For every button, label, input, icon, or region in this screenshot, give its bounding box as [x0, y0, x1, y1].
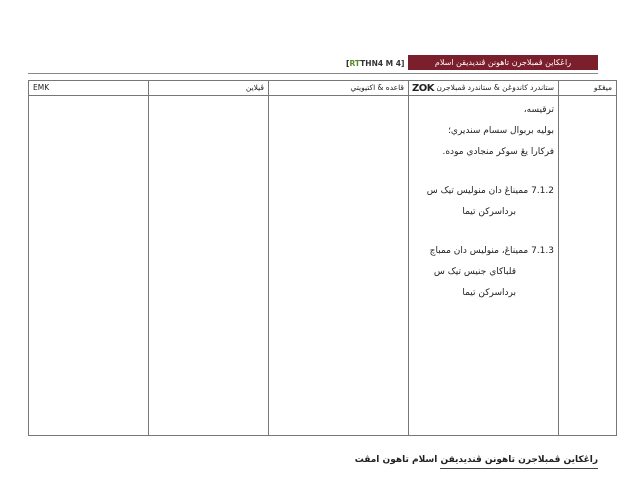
cell-emk [29, 96, 149, 436]
header-standard: ستاندرد كاندوڠن & ستاندرد ڤمبلاجرن [409, 81, 559, 96]
zone-label: ZOK [412, 83, 435, 94]
content-line: برداسركن تيما [462, 207, 516, 217]
header-kaedah: قاعده & اکتيويتي [269, 81, 409, 96]
content-line: برداسركن تيما [462, 288, 516, 298]
content-line: ترقيسه، [523, 105, 554, 115]
standard-content [413, 96, 554, 304]
table-row [29, 96, 617, 436]
cell-minggu [559, 96, 617, 436]
header-divider [28, 73, 598, 74]
cell-nilai [149, 96, 269, 436]
content-line: قلباكاي جنيس تيک س [433, 267, 516, 277]
table-header-row [29, 81, 617, 96]
header-minggu: ميڠݢو [559, 81, 617, 96]
cell-kaedah [269, 96, 409, 436]
document-title: راڠكاين ڤمبلاجرن تاهونن ڤنديديقن اسلام [434, 58, 572, 67]
header-emk: EMK [29, 81, 149, 96]
cell-standard [409, 96, 559, 436]
footer-underline [440, 468, 598, 469]
content-line: فركارا يڠ سوكر منجادي موده. [442, 147, 554, 157]
footer-caption: راڠكاين ڤمبلاجرن تاهونن ڤنديديقن اسلام تاهون امڤت [354, 455, 598, 465]
content-line: 7.1.2 مميناڠ دان منوليس تيک س [426, 186, 554, 196]
content-line: 7.1.3 مميناڠ، منوليس دان ممباچ [429, 246, 554, 256]
document-title-banner [408, 55, 598, 70]
header-nilai: ڤيلاين [149, 81, 269, 96]
lesson-plan-table [28, 80, 617, 436]
document-code-label: [RTTHN4 M 4] [346, 59, 405, 68]
content-line: بوليه بربوال سسام سنديري؛ [448, 126, 554, 136]
